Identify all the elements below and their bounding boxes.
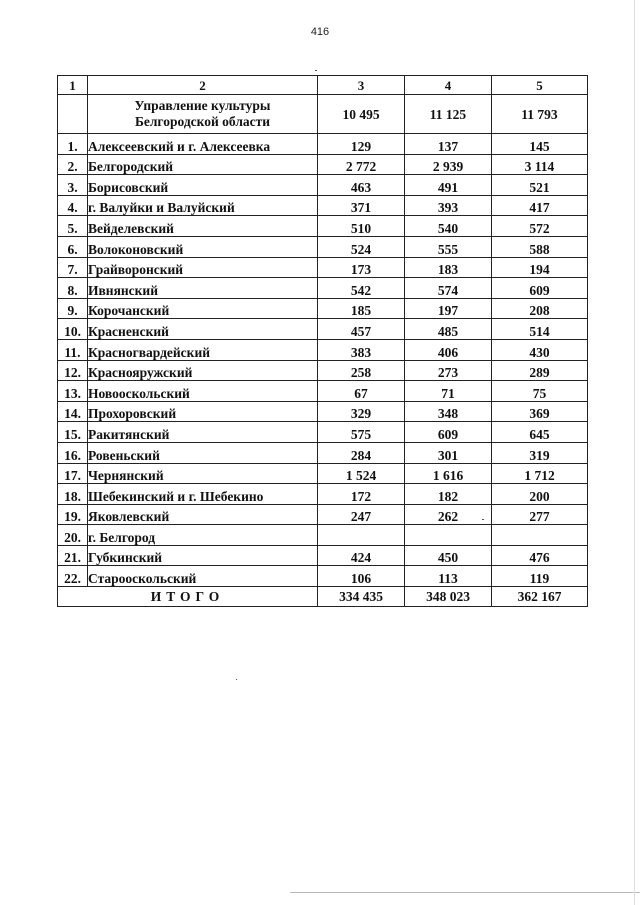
value-col4: 491: [405, 175, 492, 196]
value-col5: 514: [492, 319, 588, 340]
value-col4: 406: [405, 339, 492, 360]
value-col5: 3 114: [492, 154, 588, 175]
value-col4: [405, 525, 492, 546]
column-header: 5: [492, 76, 588, 95]
value-col3: 524: [318, 236, 405, 257]
district-name: Яковлевский: [88, 504, 318, 525]
value-col3: 185: [318, 298, 405, 319]
row-index: 4.: [58, 195, 88, 216]
value-col3: 510: [318, 216, 405, 237]
row-index: 11.: [58, 339, 88, 360]
value-col4: 574: [405, 278, 492, 299]
district-name: Ровеньский: [88, 442, 318, 463]
department-value: 10 495: [318, 95, 405, 134]
scan-speck: [236, 679, 237, 680]
table-row: [58, 545, 588, 566]
value-col5: 609: [492, 278, 588, 299]
column-header: 3: [318, 76, 405, 95]
table-row: [58, 442, 588, 463]
table-row: [58, 463, 588, 484]
row-index: 8.: [58, 278, 88, 299]
value-col5: 572: [492, 216, 588, 237]
value-col3: 383: [318, 339, 405, 360]
table-row: [58, 339, 588, 360]
column-header: 4: [405, 76, 492, 95]
value-col3: 329: [318, 401, 405, 422]
value-col3: 284: [318, 442, 405, 463]
value-col3: 424: [318, 545, 405, 566]
value-col5: 645: [492, 422, 588, 443]
row-index: 6.: [58, 236, 88, 257]
total-value: 334 435: [318, 587, 405, 607]
row-index: 20.: [58, 525, 88, 546]
district-name: Ракитянский: [88, 422, 318, 443]
value-col5: 119: [492, 566, 588, 587]
row-index: 2.: [58, 154, 88, 175]
district-name: Волоконовский: [88, 236, 318, 257]
value-col4: 71: [405, 381, 492, 402]
scan-edge-line: [290, 892, 640, 893]
value-col5: 369: [492, 401, 588, 422]
district-name: Губкинский: [88, 545, 318, 566]
value-col4: 273: [405, 360, 492, 381]
department-name-line: Белгородской области: [134, 114, 271, 129]
scan-speck: [482, 519, 484, 520]
district-name: Белгородский: [88, 154, 318, 175]
value-col5: 417: [492, 195, 588, 216]
value-col5: 208: [492, 298, 588, 319]
district-name: Вейделевский: [88, 216, 318, 237]
row-index: 12.: [58, 360, 88, 381]
value-col3: 575: [318, 422, 405, 443]
value-col3: 129: [318, 134, 405, 155]
value-col4: 540: [405, 216, 492, 237]
value-col3: 457: [318, 319, 405, 340]
department-name-line: Управление культуры: [134, 98, 271, 113]
table-row: [58, 504, 588, 525]
row-index: 1.: [58, 134, 88, 155]
value-col3: 542: [318, 278, 405, 299]
value-col5: 194: [492, 257, 588, 278]
value-col4: 555: [405, 236, 492, 257]
row-index: 19.: [58, 504, 88, 525]
value-col4: 1 616: [405, 463, 492, 484]
value-col5: 289: [492, 360, 588, 381]
row-index: 14.: [58, 401, 88, 422]
table-row: [58, 236, 588, 257]
value-col5: 430: [492, 339, 588, 360]
department-name: [88, 95, 318, 134]
table-row: [58, 278, 588, 299]
district-name: Корочанский: [88, 298, 318, 319]
table-row: [58, 381, 588, 402]
district-name: Красненский: [88, 319, 318, 340]
value-col3: 463: [318, 175, 405, 196]
value-col5: 588: [492, 236, 588, 257]
scan-speck: [315, 70, 317, 71]
district-name: Красногвардейский: [88, 339, 318, 360]
page-number: 416: [310, 26, 330, 38]
table-row: [58, 319, 588, 340]
district-name: Чернянский: [88, 463, 318, 484]
district-name: Прохоровский: [88, 401, 318, 422]
table-row: [58, 298, 588, 319]
value-col4: 348: [405, 401, 492, 422]
value-col3: 106: [318, 566, 405, 587]
value-col4: 485: [405, 319, 492, 340]
value-col3: 247: [318, 504, 405, 525]
total-value: 362 167: [492, 587, 588, 607]
table-row: [58, 134, 588, 155]
table-row: [58, 216, 588, 237]
district-name: Старооскольский: [88, 566, 318, 587]
value-col3: [318, 525, 405, 546]
value-col3: 172: [318, 484, 405, 505]
column-number-header-row: [58, 76, 588, 95]
value-col5: 319: [492, 442, 588, 463]
value-col4: 301: [405, 442, 492, 463]
table-row: [58, 175, 588, 196]
column-header: 1: [58, 76, 88, 95]
value-col5: 1 712: [492, 463, 588, 484]
row-index: 16.: [58, 442, 88, 463]
total-label: ИТОГО: [58, 587, 318, 607]
district-name: Шебекинский и г. Шебекино: [88, 484, 318, 505]
value-col4: 137: [405, 134, 492, 155]
value-col4: 262: [405, 504, 492, 525]
district-name: Борисовский: [88, 175, 318, 196]
value-col5: 200: [492, 484, 588, 505]
scan-edge-line: [634, 0, 635, 905]
department-value: 11 125: [405, 95, 492, 134]
total-value: 348 023: [405, 587, 492, 607]
row-index: 13.: [58, 381, 88, 402]
table-row: [58, 422, 588, 443]
value-col4: 182: [405, 484, 492, 505]
row-index: 3.: [58, 175, 88, 196]
department-index-cell: [58, 95, 88, 134]
value-col4: 450: [405, 545, 492, 566]
value-col4: 113: [405, 566, 492, 587]
value-col4: 2 939: [405, 154, 492, 175]
row-index: 7.: [58, 257, 88, 278]
table-row: [58, 484, 588, 505]
value-col5: 476: [492, 545, 588, 566]
row-index: 22.: [58, 566, 88, 587]
district-name: Новооскольский: [88, 381, 318, 402]
value-col3: 173: [318, 257, 405, 278]
value-col5: 145: [492, 134, 588, 155]
district-name: Краснояружский: [88, 360, 318, 381]
department-value: 11 793: [492, 95, 588, 134]
table-row: [58, 566, 588, 587]
value-col4: 609: [405, 422, 492, 443]
district-name: Грайворонский: [88, 257, 318, 278]
column-header: 2: [88, 76, 318, 95]
table-row: [58, 154, 588, 175]
allocation-table: [57, 75, 588, 607]
row-index: 17.: [58, 463, 88, 484]
table-row: [58, 525, 588, 546]
district-name: Алексеевский и г. Алексеевка: [88, 134, 318, 155]
table-row: [58, 195, 588, 216]
value-col3: 258: [318, 360, 405, 381]
row-index: 9.: [58, 298, 88, 319]
value-col5: 75: [492, 381, 588, 402]
row-index: 5.: [58, 216, 88, 237]
total-row: [58, 587, 588, 607]
value-col5: 277: [492, 504, 588, 525]
value-col4: 183: [405, 257, 492, 278]
value-col4: 393: [405, 195, 492, 216]
department-row: [58, 95, 588, 134]
value-col3: 1 524: [318, 463, 405, 484]
table-row: [58, 401, 588, 422]
row-index: 21.: [58, 545, 88, 566]
district-name: г. Валуйки и Валуйский: [88, 195, 318, 216]
value-col3: 67: [318, 381, 405, 402]
value-col5: [492, 525, 588, 546]
row-index: 18.: [58, 484, 88, 505]
table-row: [58, 360, 588, 381]
district-name: г. Белгород: [88, 525, 318, 546]
value-col4: 197: [405, 298, 492, 319]
value-col5: 521: [492, 175, 588, 196]
value-col3: 2 772: [318, 154, 405, 175]
row-index: 10.: [58, 319, 88, 340]
value-col3: 371: [318, 195, 405, 216]
row-index: 15.: [58, 422, 88, 443]
table-row: [58, 257, 588, 278]
district-name: Ивнянский: [88, 278, 318, 299]
